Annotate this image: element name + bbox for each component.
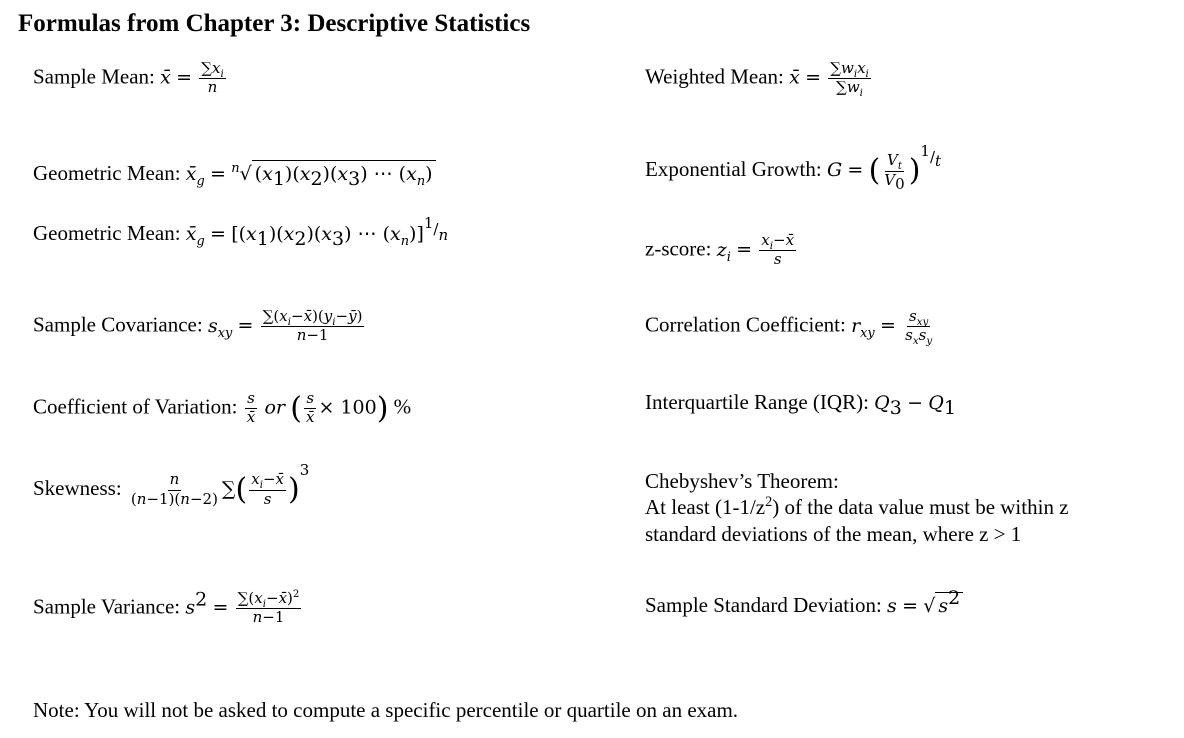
z-score-fraction: $\frac{x_i-x̄}{s}$ [761,231,795,269]
sample-covariance-fraction: $\frac{\sum(x_i-x̄)(y_i-ȳ)}{n-1}$ [262,307,363,345]
chebyshev-theorem [645,468,1069,547]
sample-mean-label: Sample Mean: [33,64,155,89]
sample-covariance-formula: Sample Covariance: $s_{xy}$ = $\frac{\sum(x_i-x̄)(y_i-ȳ)}{n-1}$ [33,307,363,345]
weighted-mean-fraction: $\frac{\sum w_ix_i}{\sum w_i}$ [830,59,869,100]
iqr-formula: Interquartile Range (IQR): $Q_3 - Q_1$ [645,390,956,420]
page-title: Formulas from Chapter 3: Descriptive Statistics [18,10,531,37]
chebyshev-line-2: standard deviations of the mean, where z > 1 [645,521,1022,546]
chebyshev-heading: Chebyshev’s Theorem: [645,469,839,493]
z-score-label: z-score: [645,236,712,261]
sample-std-dev-label: Sample Standard Deviation: [645,593,882,617]
geometric-mean-root-formula: Geometric Mean: $x̄_g = ^n√$ $(x_1)(x_2)(x_3)$ ⋯ $(x_n)$ [33,160,436,186]
sample-mean-formula: Sample Mean: x̄ = $\frac{\sum x_i}{n}$ [33,59,224,97]
skewness-formula: Skewness: $\frac{n}{(n-1)(n-2)}$ ∑( $\frac{x_i-x̄}{s}$ )$^3$ [33,461,310,508]
sample-variance-fraction: $\frac{\sum(x_i-x̄)^2}{n-1}$ [237,589,300,627]
coefficient-of-variation-label: Coefficient of Variation: [33,394,238,419]
exponential-growth-label: Exponential Growth: [645,157,822,181]
correlation-coefficient-label: Correlation Coefficient: [645,312,846,337]
sample-std-dev-formula: Sample Standard Deviation: s = √ $s^2$ [645,592,963,618]
geometric-mean-power-label: Geometric Mean: [33,221,181,245]
coefficient-of-variation-formula: Coefficient of Variation: $\frac{s}{x̄}$ or ( $\frac{s}{x̄}$ × 100) % [33,389,412,427]
sample-variance-formula: Sample Variance: $s^2$ = $\frac{\sum(x_i-x̄)^2}{n-1}$ [33,588,300,627]
weighted-mean-label: Weighted Mean: [645,64,784,89]
geometric-mean-power-formula: Geometric Mean: $x̄_g = [(x_1)(x_2)(x_3)$ ⋯ $(x_n)]^{1/}n$ [33,214,449,251]
correlation-coefficient-fraction: $\frac{s_{xy}}{s_xs_y}$ [905,307,933,348]
iqr-label: Interquartile Range (IQR): [645,390,869,414]
exponential-growth-formula: Exponential Growth: G = ( $\frac{V_t}{V_0}$ )$^{1/t}$ [645,142,942,193]
correlation-coefficient-formula: Correlation Coefficient: $r_{xy}$ = $\frac{s_{xy}}{s_xs_y}$ [645,307,933,348]
skewness-label: Skewness: [33,476,122,500]
geometric-mean-root-label: Geometric Mean: [33,161,181,185]
sample-variance-label: Sample Variance: [33,594,181,619]
exam-note: Note: You will not be asked to compute a specific percentile or quartile on an exam. [33,698,739,722]
weighted-mean-formula: Weighted Mean: x̄ = $\frac{\sum w_ix_i}{\sum w_i}$ [645,59,869,100]
chebyshev-line-1: At least $(1-1/z^2)$ of the data value must be within z [645,494,1069,520]
sample-mean-fraction: $\frac{\sum x_i}{n}$ [201,59,224,97]
exponential-growth-fraction: $\frac{V_t}{V_0}$ [884,151,905,193]
z-score-formula: z-score: $z_i$ = $\frac{x_i-x̄}{s}$ [645,231,795,269]
sample-covariance-label: Sample Covariance: [33,312,203,337]
